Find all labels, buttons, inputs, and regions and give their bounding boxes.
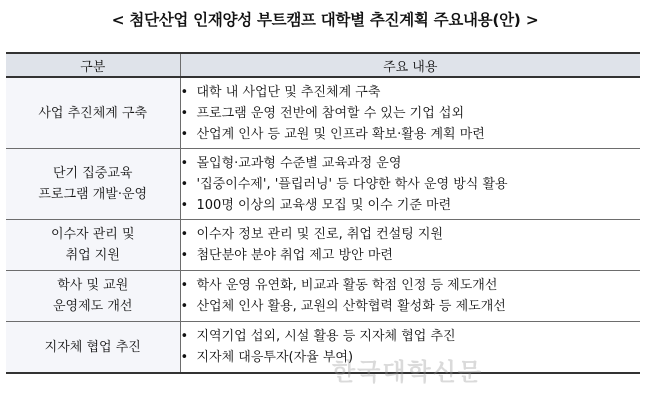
category-cell bbox=[6, 149, 180, 220]
list-item: • 지자체 대응투자(자율 부여) bbox=[181, 347, 641, 368]
table-row bbox=[6, 220, 640, 271]
category-cell bbox=[6, 77, 180, 149]
category-cell bbox=[6, 220, 180, 271]
header-content: 주요 내용 bbox=[180, 53, 640, 77]
list-item: • 100명 이상의 교육생 모집 및 이수 기준 마련 bbox=[181, 195, 641, 216]
list-item: • '집중이수제', '플립러닝' 등 다양한 학사 운영 방식 활용 bbox=[181, 174, 641, 195]
table-header-row bbox=[6, 53, 640, 77]
publisher-watermark: 한국대학신문 bbox=[332, 358, 484, 386]
table-row bbox=[6, 77, 640, 149]
category-label: 학사 및 교원 bbox=[57, 278, 129, 293]
category-label: 프로그램 개발·운영 bbox=[38, 187, 148, 202]
table-row bbox=[6, 149, 640, 220]
header-category: 구분 bbox=[6, 53, 180, 77]
item-list bbox=[181, 275, 641, 317]
category-label: 취업 지원 bbox=[65, 248, 120, 263]
category-label: 운영제도 개선 bbox=[53, 299, 133, 314]
list-item: • 첨단분야 분야 취업 제고 방안 마련 bbox=[181, 245, 641, 266]
list-item: • 지역기업 섭외, 시설 활용 등 지자체 협업 추진 bbox=[181, 326, 641, 347]
list-item: • 대학 내 사업단 및 추진체계 구축 bbox=[181, 82, 641, 103]
table-row bbox=[6, 271, 640, 322]
item-list bbox=[181, 82, 641, 145]
plan-table bbox=[6, 52, 640, 374]
content-cell bbox=[180, 220, 640, 271]
document-title: < 첨단산업 인재양성 부트캠프 대학별 추진계획 주요내용(안) > bbox=[111, 11, 539, 29]
category-label: 이수자 관리 및 bbox=[50, 227, 135, 242]
list-item: • 산업체 인사 활용, 교원의 산학협력 활성화 등 제도개선 bbox=[181, 296, 641, 317]
list-item: • 학사 운영 유연화, 비교과 활동 학점 인정 등 제도개선 bbox=[181, 275, 641, 296]
content-cell bbox=[180, 77, 640, 149]
item-list bbox=[181, 326, 641, 368]
list-item: • 프로그램 운영 전반에 참여할 수 있는 기업 섭외 bbox=[181, 103, 641, 124]
category-cell bbox=[6, 271, 180, 322]
item-list bbox=[181, 153, 641, 216]
list-item: • 산업계 인사 등 교원 및 인프라 확보·활용 계획 마련 bbox=[181, 124, 641, 145]
content-cell bbox=[180, 322, 640, 374]
content-cell bbox=[180, 149, 640, 220]
category-label: 지자체 협업 추진 bbox=[44, 339, 141, 355]
content-cell bbox=[180, 271, 640, 322]
list-item: • 이수자 정보 관리 및 진로, 취업 컨설팅 지원 bbox=[181, 224, 641, 245]
category-cell bbox=[6, 322, 180, 374]
item-list bbox=[181, 224, 641, 266]
category-label: 단기 집중교육 bbox=[53, 166, 133, 181]
table-row bbox=[6, 322, 640, 374]
list-item: • 몰입형·교과형 수준별 교육과정 운영 bbox=[181, 153, 641, 174]
category-label: 사업 추진체계 구축 bbox=[38, 105, 148, 121]
